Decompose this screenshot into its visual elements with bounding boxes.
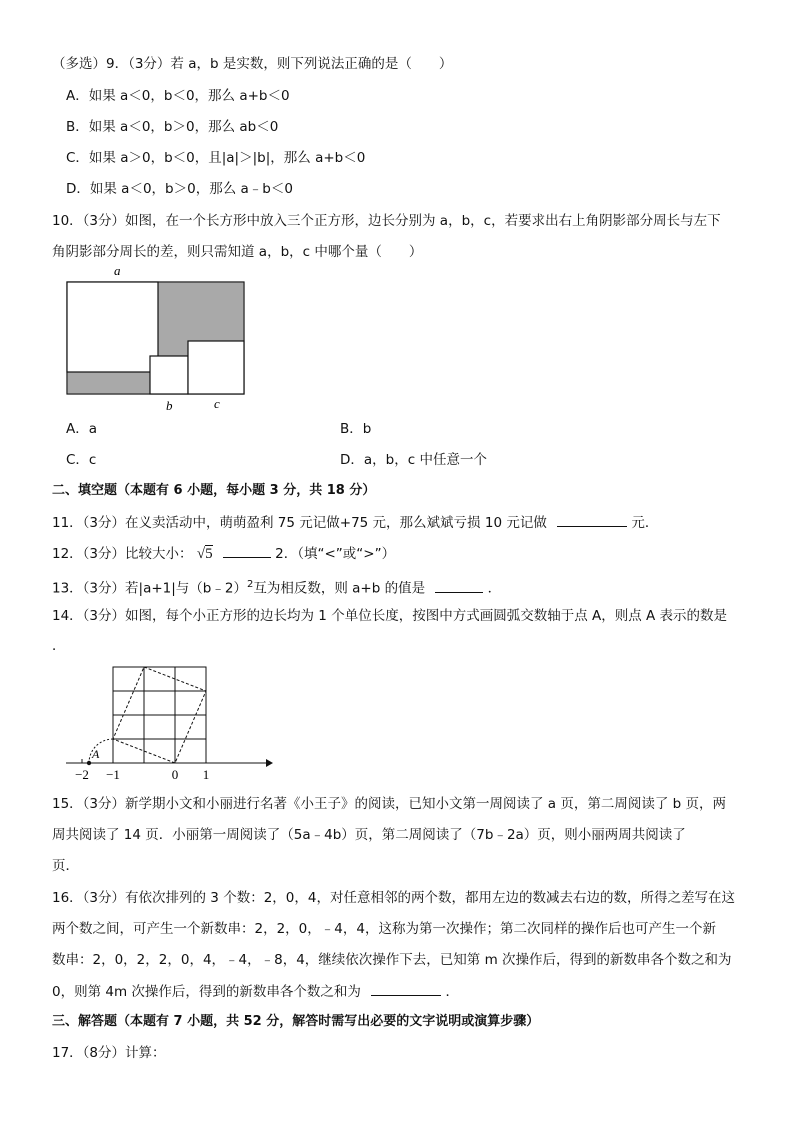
q10-option-a: A．a	[66, 421, 98, 437]
q11-end: 元．	[631, 515, 659, 531]
square-b	[150, 356, 188, 394]
section-2-title: 二、填空题（本题有 6 小题，每小题 3 分，共 18 分）	[52, 483, 376, 498]
section-3-title: 三、解答题（本题有 7 小题，共 52 分，解答时需写出必要的文字说明或演算步骤）	[52, 1014, 540, 1029]
q16-answer-blank[interactable]	[371, 981, 441, 996]
q13-answer-blank[interactable]	[435, 578, 483, 593]
q12	[52, 543, 395, 564]
q11-answer-blank[interactable]	[557, 512, 627, 527]
q15-line3: 页．	[52, 858, 79, 874]
q9-option-c: C．如果 a＞0，b＜0，且|a|＞|b|，那么 a+b＜0	[66, 150, 366, 166]
q15-line2: 周共阅读了 14 页．小丽第一周阅读了（5a﹣4b）页，第二周阅读了（7b﹣2a）页，则小丽两周共阅读了	[52, 827, 686, 843]
sqrt-expression: √5	[196, 546, 213, 562]
point-a-dot	[87, 761, 91, 765]
q10-label-a: a	[114, 263, 121, 278]
q15-line1: 15．（3分）新学期小文和小丽进行名著《小王子》的阅读，已知小文第一周阅读了 a 页，第二周阅读了 b 页，两	[52, 796, 727, 812]
tick-label-0: 0	[171, 767, 179, 782]
q10-label-b: b	[166, 398, 173, 413]
q16-end: ．	[445, 984, 460, 1000]
tick-label-neg1: −1	[106, 767, 120, 782]
q16-line4-text: 0，则第 4m 次操作后，得到的新数串各个数之和为	[52, 984, 361, 1000]
q10-option-c: C．c	[66, 452, 97, 468]
q16-line1: 16．（3分）有依次排列的 3 个数：2，0，4，对任意相邻的两个数，都用左边的数减去右边的数，所得之差写在这	[52, 890, 735, 906]
point-a-label: A	[92, 747, 100, 761]
q10-figure	[60, 262, 260, 417]
tick-label-1: 1	[202, 767, 210, 782]
q13-text-mid: 互为相反数，则 a+b 的值是	[253, 580, 426, 597]
tick-label-neg2: −2	[75, 767, 89, 782]
axis-arrow	[266, 759, 273, 767]
q14-line2: ．	[52, 638, 66, 654]
q17-stem: 17．（8分）计算：	[52, 1045, 166, 1061]
q10-label-c: c	[214, 396, 220, 411]
q12-text-end: 2．（填“<”或“>”）	[275, 546, 396, 562]
q12-answer-blank[interactable]	[223, 543, 271, 558]
q10-option-b: B．b	[340, 421, 372, 437]
q10-option-d: D．a，b，c 中任意一个	[340, 452, 487, 468]
q13-exponent: 2	[246, 579, 254, 590]
q9-stem: （多选）9．（3分）若 a，b 是实数，则下列说法正确的是（ ）	[52, 56, 453, 72]
q13	[52, 575, 501, 599]
q14-line1: 14．（3分）如图，每个小正方形的边长均为 1 个单位长度，按图中方式画圆弧交数轴于点 A，则点 A 表示的数是	[52, 608, 728, 624]
q10-line2: 角阴影部分周长的差，则只需知道 a，b，c 中哪个量（ ）	[52, 244, 423, 260]
sqrt-radicand: 5	[205, 546, 213, 562]
q9-option-d: D．如果 a＜0，b＞0，那么 a﹣b＜0	[66, 181, 293, 197]
square-c	[188, 341, 244, 394]
q9-option-b: B．如果 a＜0，b＞0，那么 ab＜0	[66, 119, 279, 135]
q16-line3: 数串：2，0，2，2，0，4，﹣4，﹣8，4，继续依次操作下去，已知第 m 次操作后，得到的新数串各个数之和为	[52, 952, 732, 968]
bottom-left-shaded-region	[67, 372, 150, 394]
q11-text: 11．（3分）在义卖活动中，萌萌盈利 75 元记做+75 元，那么斌斌亏损 10 元记做	[52, 515, 547, 531]
square-a	[67, 282, 158, 372]
q16-line2: 两个数之间，可产生一个新数串：2，2，0，﹣4，4，这称为第一次操作；第二次同样的操作后也可产生一个新	[52, 921, 716, 937]
q11	[52, 512, 658, 533]
q9-option-a: A．如果 a＜0，b＜0，那么 a+b＜0	[66, 88, 290, 104]
q13-end: ．	[487, 580, 502, 597]
q13-text: 13．（3分）若|a+1|与（b﹣2）	[52, 580, 247, 597]
q16-line4	[52, 981, 459, 1002]
q10-line1: 10．（3分）如图，在一个长方形中放入三个正方形，边长分别为 a，b，c，若要求出右上角阴影部分周长与左下	[52, 213, 721, 229]
q14-figure	[62, 660, 277, 785]
unit-grid	[113, 667, 206, 763]
q12-text: 12．（3分）比较大小：	[52, 546, 193, 562]
